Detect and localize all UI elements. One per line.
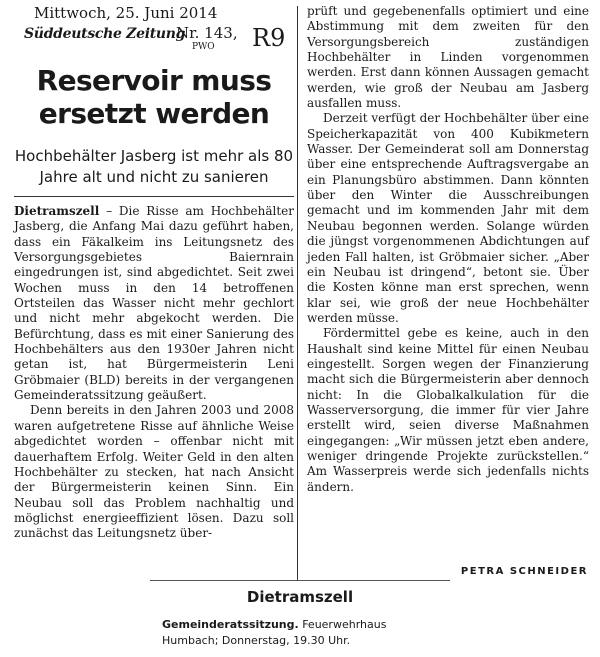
headline-rule [14,196,294,197]
issue-date: Mittwoch, 25. Juni 2014 [34,4,218,22]
column-divider [297,6,298,580]
edition-code: PWO [192,42,215,52]
paragraph-1-text: – Die Risse am Hochbehälter Jasberg, die Anfang Mai dazu geführt haben, dass ein Fäkalkeim ins Leitungsnetz des Versorgungsgebietes Baiernrain eingedrungen ist, sind abgedichtet. Seit zwei Wochen muss in den 14 betroffenen Ortsteilen das Wasser nicht mehr gechlort und nicht mehr abgekocht werden. Die Befürchtung, dass es mit einer Sanierung des Hochbehälters aus den 1930er Jahren nicht getan ist, hat Bürgermeisterin Leni Gröbmaier (BLD) bereits in der vergangenen Gemeinderatssitzung geäußert. [14,204,294,403]
info-box-title: Dietramszell [246,588,354,606]
page-number: R9 [252,24,286,52]
newspaper-name: Süddeutsche Zeitung [24,26,186,42]
info-box-details: Feuerwehrhaus Humbach; Donnerstag, 19.30 Uhr. [162,618,387,647]
article-subhead: Hochbehälter Jasberg ist mehr als 80 Jahre alt und nicht zu sanieren [14,147,294,186]
masthead [14,4,294,60]
info-box-label: Gemeinderatssitzung. [162,618,299,631]
article-column-1 [14,204,294,542]
issue-number: Nr. 143, [176,24,238,42]
dateline: Dietramszell [14,204,100,218]
paragraph-3: prüft und gegebenenfalls optimiert und eine Abstimmung mit dem zweiten für den Versorgungsbereich zuständigen Hochbehälter in Linden vorgenommen werden. Erst dann können Aussagen gemacht werden, wie groß der Neubau am Jasberg ausfallen muss. [307,4,589,111]
paragraph-2: Denn bereits in den Jahren 2003 und 2008 waren aufgetretene Risse auf ähnliche Weise abgedichtet worden – offenbar nicht mit dauerhaftem Erfolg. Weiter Geld in den alten Hochbehälter zu stecken, hat nach Ansicht der Bürgermeisterin keinen Sinn. Ein Neubau soll das Problem nachhaltig und möglichst energieeffizient lösen. Dazu soll zunächst das Leitungsnetz über- [14,403,294,541]
article-headline: Reservoir muss ersetzt werden [36,64,272,130]
paragraph-4: Derzeit verfügt der Hochbehälter über eine Speicherkapazität von 400 Kubikmetern Wasser. Der Gemeinderat soll am Donnerstag über eine entsprechende Auftragsvergabe an ein Planungsbüro abstimmen. Dann könnten über den Winter die Ausschreibungen gemacht und im kommenden Jahr mit dem Neubau begonnen werden. Solange würden die jüngst vorgenommenen Abdichtungen auf jeden Fall halten, ist Gröbmaier sicher. „Aber ein Neubau ist dringend“, betont sie. Über die Kosten könne man erst sprechen, wenn klar sei, wie groß der neue Hochbehälter werden müsse. [307,111,589,325]
author-byline: PETRA SCHNEIDER [460,566,588,577]
paragraph-5: Fördermittel gebe es keine, auch in den Haushalt sind keine Mittel für einen Neubau eingestellt. Sorgen wegen der Finanzierung macht sich die Bürgermeisterin aber dennoch nicht: In die Globalkalkulation für die Wasserversorgung, die immer für vier Jahre erstellt wird, seien diverse Maßnahmen eingegangen: „Wir müssen jetzt eben andere, weniger dringende Projekte zurückstellen.“ Am Wasserpreis werde sich jedenfalls nichts ändern. [307,326,589,494]
info-box-text [162,617,444,649]
paragraph-1 [14,204,294,403]
info-box-rule [150,580,450,581]
article-column-2 [307,4,589,495]
